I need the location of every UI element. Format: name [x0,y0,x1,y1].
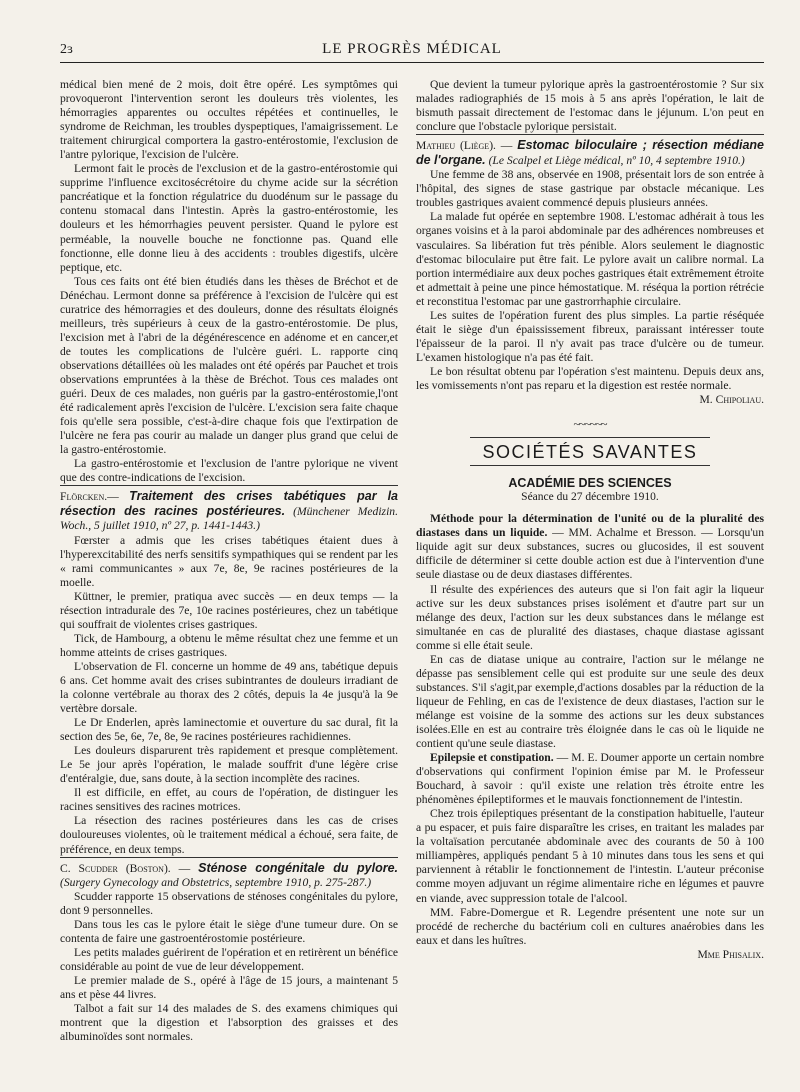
paragraph [416,751,764,807]
paragraph: La résection des racines postérieures dans les cas de crises douloureuses violentes, où le traitement médical a échoué, sera faite, de préférence, en deux temps. [60,814,398,856]
paragraph [416,512,764,582]
paragraph: Scudder rapporte 15 observations de sténoses congénitales du pylore, dont 9 personnelles. [60,889,398,917]
signature: Mme Phisalix. [697,947,764,961]
article-reference [416,134,764,168]
reference-source: (Münchener Medizin. Woch., 5 juillet 1910, nº 27, p. 1441-1443.) [60,505,398,533]
reference-source: (Le Scalpel et Liège médical, nº 10, 4 septembre 1910.) [488,154,745,168]
paragraph: Le Dr Enderlen, après laminectomie et ouverture du sac dural, fit la section des 5e, 6e, 7e, 8e, 9e racines postérieures rachidiennes. [60,716,398,744]
paragraph: Le bon résultat obtenu par l'opération s'est maintenu. Depuis deux ans, les vomissements n'ont pas reparu et la digestion est restée normale. [416,364,764,392]
article-title: Sténose congénitale du pylore. [198,860,398,875]
paragraph: En cas de diatase unique au contraire, l'action sur le mélange ne dépasse pas sensiblement celle qui est produite sur une seule des deux substances. S'il s'agit,par exemple,d'actions dosables par la réduction de la liqueur de Fehling, en cas de l'existence de deux diastases, l'action sur le mélange est voisine de la somme des actions sur les deux substances isolées.Elle en est au contraire très éloignée dans le cas où le liquide ne contient qu'une seule diastase. [416,652,764,751]
left-column [60,78,398,1044]
reference-source: (Surgery Gynecology and Obstetrics, septembre 1910, p. 275-287.) [60,875,372,889]
article-reference [60,485,398,533]
signature: M. Chipoliau. [699,393,764,407]
paragraph: MM. Fabre-Domergue et R. Legendre présentent une note sur un procédé de recherche du bactérium coli en cultures anaérobies dans les eaux et dans les huîtres. [416,905,764,947]
right-column [416,78,764,962]
article-reference [60,857,398,890]
paragraph: Il résulte des expériences des auteurs que si l'on fait agir la liqueur active sur les deux substances prises isolément et d'autre part sur un mélange des deux, l'action sur les deux substances dans le mélange est simultanée en cas de pluralité des diastases, chaque diastase agissant comme si elle était seule. [416,582,764,652]
paragraph: Lermont fait le procès de l'exclusion et de la gastro-entérostomie qui supprime l'influence excitosécrétoire du chyme acide sur la sécrétion pancréatique et la fonction régulatrice du duodénum sur le passage du contenu stomacal dans l'intestin. Après la gastro-entérostomie, les douleurs et les hémorrhagies peuvent persister. Quand le pylore est perméable, la nouvelle bouche ne fonctionne pas. Quand elle fonctionne, elle donne lieu à des accidents : troubles digestifs, ulcère peptique, etc. [60,162,398,274]
paragraph: L'observation de Fl. concerne un homme de 49 ans, tabétique depuis 6 ans. Cet homme avait des crises subintrantes de douleurs irradiant de la colonne vertébrale au thorax des 2 côtés, depuis la 4e jusqu'à la 9e vertèbre dorsale. [60,659,398,716]
page-header [60,40,764,63]
section-heading: SOCIÉTÉS SAVANTES [482,442,698,463]
reference-author: C. Scudder (Boston). — [60,861,191,875]
paragraph: Chez trois épileptiques présentant de la constipation habituelle, l'auteur a pu espacer, et puis faire disparaître les crises, en traitant les malades par la voltaïsation percutanée abdominale avec des courants de 50 à 100 milliampères, appliqués pendant 5 à 10 minutes dans tous les sens et qui parviennent à rétablir le fonctionnement de l'intestin. L'auteur préconise comme moyen adjuvant un régime alimentaire riche en légumes et pauvre en viande, avec suppression totale de l'alcool. [416,807,764,905]
paragraph: La gastro-entérostomie et l'exclusion de l'antre pylorique ne vivent que des contre-indications de l'excision. [60,457,398,485]
reference-author: Flörcken.— [60,490,119,504]
paragraph: médical bien mené de 2 mois, doit être opéré. Les symptômes qui provoqueront l'intervention seront les douleurs très violentes, les hémorragies apparentes ou occultes répétées et continuelles, le syndrome de Reichman, les troubles dyspeptiques, l'amaigrissement. Le traitement chirurgical comportera la gastro-entérostomie, l'exclusion de l'antre pylorique, l'excision de l'ulcère. [60,78,398,162]
paragraph: Que devient la tumeur pylorique après la gastroentérostomie ? Sur six malades radiographiés de 15 mois à 5 ans après l'opération, le lait de bismuth passait directement de l'estomac dans le jéjunum. L'on peut en conclure que l'obstacle pylorique persistait. [416,78,764,134]
paragraph: Dans tous les cas le pylore était le siège d'une tumeur dure. On se contenta de faire une gastroentérostomie postérieure. [60,917,398,945]
journal-title: LE PROGRÈS MÉDICAL [322,41,502,57]
article-title: Estomac biloculaire ; résection médiane de l'organe. [416,138,764,168]
paragraph: Les petits malades guérirent de l'opération et en retirèrent un bénéfice considérable au point de vue de leur développement. [60,945,398,973]
paragraph-text: — MM. Achalme et Bresson. — Lorsqu'un liquide agit sur deux substances, sucres ou glucosides, il est souvent difficile de déterminer si cette double action est due à l'intervention d'une seule diastase ou de deux diastases différentes. [416,526,764,582]
paragraph: Il est difficile, en effet, au cours de l'opération, de distinguer les racines sensitives des racines motrices. [60,786,398,814]
paragraph: Les suites de l'opération furent des plus simples. La partie réséquée était le siège d'un épaississement fibreux, paraissant intéresser toute l'épaisseur de la paroi. Il n'y avait pas trace d'ulcère ou de tumeur. L'examen histologique n'a pas été fait. [416,308,764,364]
paragraph: Küttner, le premier, pratiqua avec succès — en deux temps — la résection intradurale des 7e, 10e racines postérieures, chez un tabétique qui souffrait de violentes crises gastriques. [60,589,398,631]
divider-line [470,437,710,438]
reference-author: Mathieu (Liège). — [416,139,513,153]
subsection-heading: ACADÉMIE DES SCIENCES [508,476,672,491]
paragraph: Tick, de Hambourg, a obtenu le même résultat chez une femme et un homme atteints de crises gastriques. [60,631,398,659]
paragraph: Fœrster a admis que les crises tabétiques étaient dues à l'hyperexcitabilité des nerfs sensitifs sympathiques qui se rendent par les « rami communicantes » aux 7e, 8e, 9e racines postérieures de la moelle. [60,533,398,589]
paragraph-lead: Méthode pour la détermination de l'unité ou de la pluralité des diastases dans un liquide. [416,512,764,540]
paragraph: Les douleurs disparurent très rapidement et presque complètement. Le 5e jour après l'opération, le malade souffrit d'une légère crise d'entéralgie, due, sans doute, à la section incomplète des racines. [60,744,398,786]
paragraph: Tous ces faits ont été bien étudiés dans les thèses de Bréchot et de Dénéchau. Lermont donne sa préférence à l'excision de l'ulcère qui est curatrice des hémorragies et des douleurs, donne des résultats éloignés meilleurs, très supérieurs à ceux de la gastro-entérostomie. De plus, l'excision met à l'abri de la dégénérescence en adénome et en cancer,et de toutes les complications de l'ulcère guéri. L. rapporte cinq observations détaillées où les malades ont été opérés par Pauchet et trois observations empruntées à la thèse de Bréchot. Tous ces malades ont guéri. Deux de ces malades, non guéris par la gastro-entérostomie,l'ont été radicalement après l'excision de l'ulcère. L'excision sera faite chaque fois qu'elle sera possible, c'est-à-dire chaque fois que l'extirpation de l'ulcère ne fera pas courir au malade un danger plus grand que celui de la gastro-entérostomie. [60,274,398,457]
article-title: Traitement des crises tabétiques par la résection des racines postérieures. [60,489,398,519]
page-number: 2ɜ [60,42,73,57]
paragraph-lead: Epilepsie et constipation. [430,751,554,765]
paragraph: Une femme de 38 ans, observée en 1908, présentait lors de son entrée à l'hôpital, des signes de stase gastrique par obstacle mécanique. Les troubles gastriques avaient commencé depuis plusieurs années. [416,168,764,210]
divider-line [470,465,710,466]
paragraph: Talbot a fait sur 14 des malades de S. des examens chimiques qui montrent que la digestion et l'absorption des graisses et des albuminoïdes sont normales. [60,1002,398,1044]
paragraph: La malade fut opérée en septembre 1908. L'estomac adhérait à tous les organes voisins et à la paroi abdominale par des adhérences nombreuses et vasculaires. Sa libération fut très pénible. Alors seulement le diagnostic d'estomac biloculaire put être fait. Le pylore avait un calibre normal. La portion intermédiaire aux deux poches gastriques était extrêmement étroite et admettait à peine une pince hémostatique. M. réséqua la portion rétrécie et reconstitua l'estomac par une gastrorrhaphie circulaire. [416,210,764,308]
paragraph-text: — M. E. Doumer apporte un certain nombre d'observations qui confirment l'opinion émise par M. le Professeur Bouchard, à savoir : qu'il existe une relation très étroite entre les phénomènes épileptiformes et le mauvais fonctionnement de l'intestin. [416,751,764,807]
session-date: Séance du 27 décembre 1910. [521,491,659,504]
paragraph: Le premier malade de S., opéré à l'âge de 15 jours, a maintenant 5 ans et pèse 44 livres. [60,973,398,1001]
section-divider: ~~~~~~ [573,417,607,432]
